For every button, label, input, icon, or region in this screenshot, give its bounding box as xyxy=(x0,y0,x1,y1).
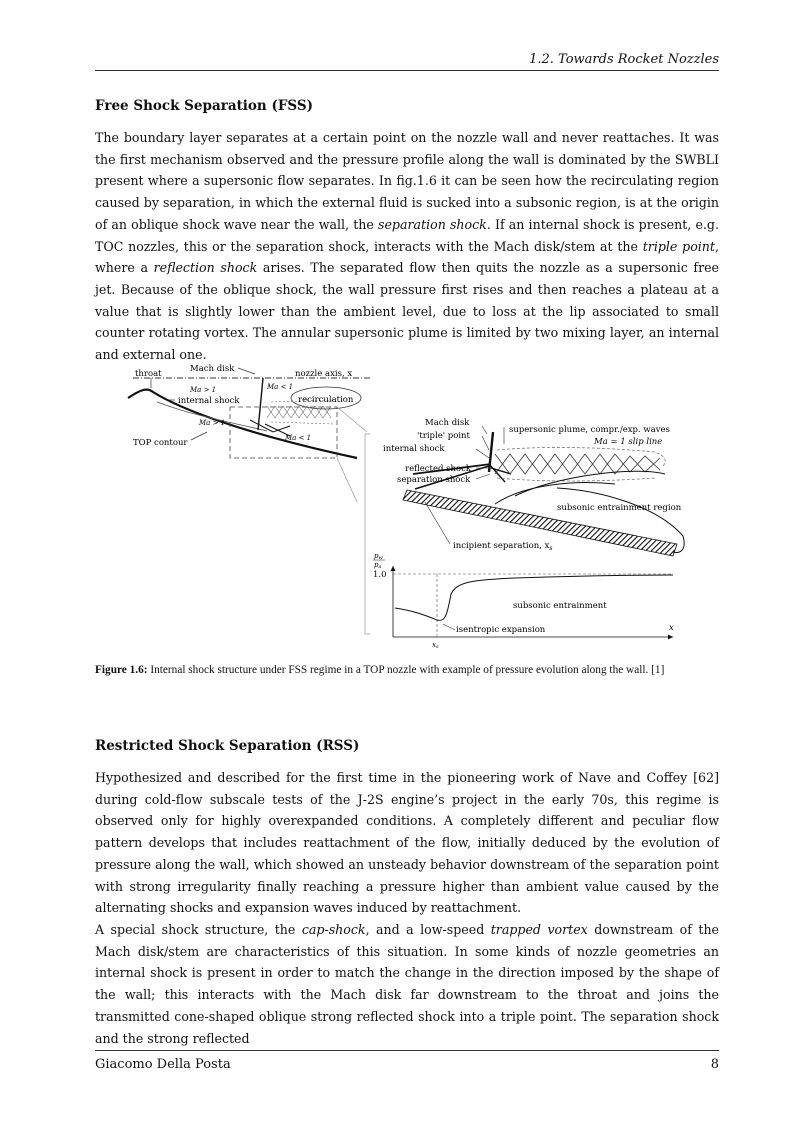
label-ma-gt1-top: Ma > 1 xyxy=(190,386,217,394)
leader-triple-point xyxy=(482,436,489,450)
label-mach-disk2: Mach disk xyxy=(425,418,470,428)
label-isentropic: isentropic expansion xyxy=(456,625,546,635)
label-subsonic-entrainment: subsonic entrainment xyxy=(513,601,607,611)
rss-paragraph-2: A special shock structure, the cap-shock, and a low-speed trapped vortex downstream of the Mach disk/stem are characteristics of this situation. In some kinds of nozzle geometries an internal shock is present in order to match the change in the direction imposed by the shape of the wall; this interacts with the Mach disk far downstream to the throat and joins the transmitted cone-shaped oblique strong reflected shock into a triple point. The separation shock and the strong reflected xyxy=(95,922,720,1046)
label-mach-disk: Mach disk xyxy=(190,364,235,374)
page-footer xyxy=(95,1057,719,1072)
label-slip-line: Ma = 1 slip line xyxy=(594,437,663,447)
label-internal-shock2: internal shock xyxy=(383,444,445,454)
figure-caption: Figure 1.6: Internal shock structure under FSS regime in a TOP nozzle with example of pressure evolution along the wall. [1] xyxy=(95,664,665,676)
label-nozzle-axis: nozzle axis, x xyxy=(295,369,353,379)
footer-rule xyxy=(95,1050,719,1051)
figure-fss-diagram xyxy=(95,354,719,652)
label-ma-gt1-low: Ma > 1 xyxy=(199,419,226,427)
rss-heading: Restricted Shock Separation (RSS) xyxy=(95,738,360,754)
mach-disk-leader xyxy=(238,368,255,374)
page-number: 8 xyxy=(710,1057,719,1072)
label-top-contour: TOP contour xyxy=(133,438,188,448)
label-recirculation: recirculation xyxy=(298,395,354,405)
fss-heading: Free Shock Separation (FSS) xyxy=(95,98,314,114)
label-entrainment-region: subsonic entrainment region xyxy=(557,503,682,513)
plume-shock-diamonds xyxy=(495,447,665,481)
zoom-connector-low xyxy=(337,458,357,502)
top-contour-leader xyxy=(191,432,207,440)
label-x-axis: x xyxy=(669,623,674,633)
zoom-connector-high xyxy=(337,407,367,432)
label-pw: pw xyxy=(374,552,383,561)
leader-internal-shock2 xyxy=(476,449,489,458)
label-throat: throat xyxy=(135,369,162,379)
label-xs: xs xyxy=(432,641,439,650)
mach-disk-line xyxy=(258,378,263,430)
label-plume: supersonic plume, compr./exp. waves xyxy=(509,425,670,435)
leader-mach-disk2 xyxy=(482,426,487,434)
leader-separation xyxy=(476,474,490,479)
header-rule xyxy=(95,70,719,71)
rss-paragraph-1: Hypothesized and described for the first time in the pioneering work of Nave and Coffey [62] during cold-flow subscale tests of the J-2S engine’s project in the early 70s, this regime is observed only for highly overexpanded conditions. A completely different and peculiar flow pattern develops that includes reattachment of the flow, initially deduced by the evolution of pressure along the wall, which showed an unsteady behavior downstream of the separation point with strong irregularity finally reaching a pressure higher than ambient value caused by the alternating shocks and expansion waves induced by reattachment. xyxy=(95,770,719,916)
label-ma-lt1-low: Ma < 1 xyxy=(285,434,312,442)
label-triple-point: 'triple' point xyxy=(417,431,470,441)
label-internal-shock: internal shock xyxy=(178,396,240,406)
label-separation-shock: separation shock xyxy=(397,475,471,485)
running-header: 1.2. Towards Rocket Nozzles xyxy=(529,52,719,67)
label-one: 1.0 xyxy=(373,570,387,580)
leader-isentropic xyxy=(443,624,455,630)
entrainment-streamlines xyxy=(495,471,665,504)
footer-author: Giacomo Della Posta xyxy=(95,1057,231,1072)
label-reflected-shock: reflected shock xyxy=(405,464,472,474)
label-pa: pa xyxy=(374,561,382,570)
label-ma-lt1-top: Ma < 1 xyxy=(267,383,294,391)
label-incipient: incipient separation, $x_s$ xyxy=(453,541,553,552)
detail-bracket xyxy=(365,434,370,634)
fss-paragraph: The boundary layer separates at a certain point on the nozzle wall and never reattaches. It was the first mechanism observed and the pressure profile along the wall is dominated by the SWBLI present where a supersonic flow separates. In fig.1.6 it can be seen how the recirculating region caused by separation, in which the external fluid is sucked into a subsonic region, is at the origin of an oblique shock wave near the wall, the separation shock. If an internal shock is present, e.g. TOC nozzles, this or the separation shock, interacts with the Mach disk/stem at the triple point, where a reflection shock arises. The separated flow then quits the nozzle as a supersonic free jet. Because of the oblique shock, the wall pressure first rises and then reaches a plateau at a value that is slightly lower than the ambient level, due to loss at the lip associated to small counter rotating vortex. The annular supersonic plume is limited by two mixing layer, an internal and external one. xyxy=(95,130,719,363)
